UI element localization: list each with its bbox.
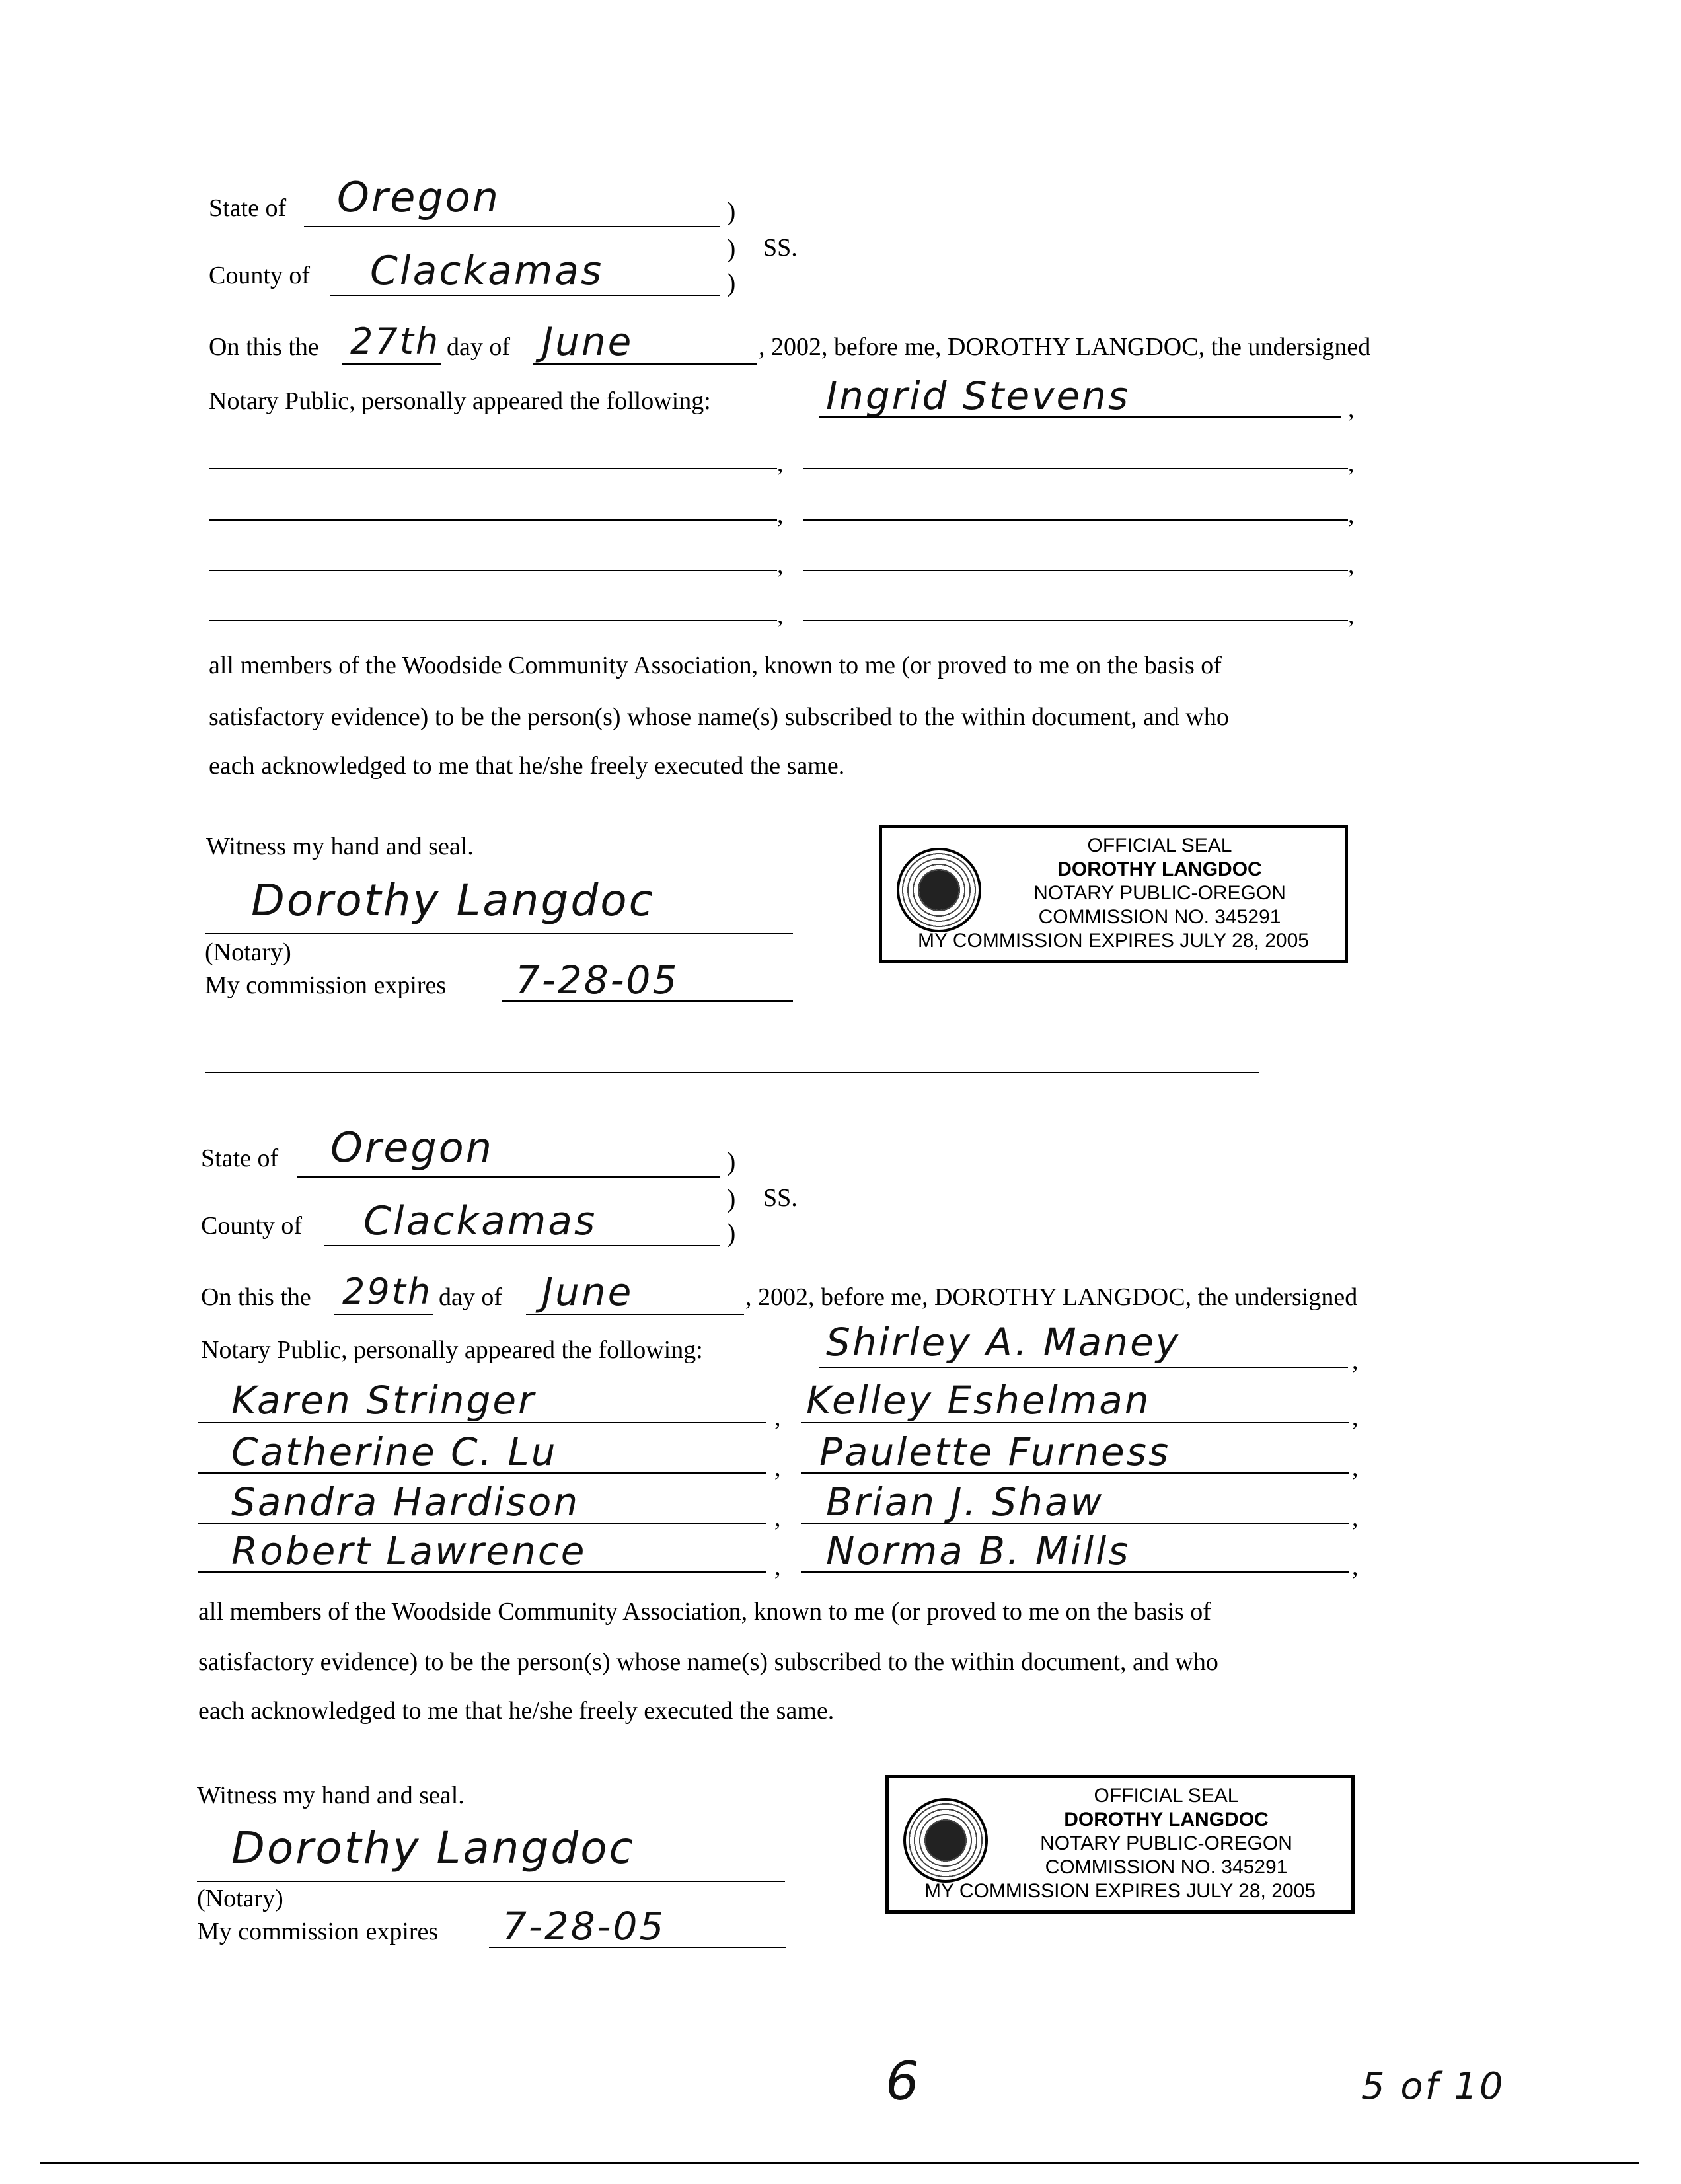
on-this-label: On this the: [201, 1283, 311, 1311]
year-phrase: , 2002, before me, DOROTHY LANGDOC, the undersigned: [745, 1283, 1358, 1311]
signer-name-right: Paulette Furness: [819, 1429, 1171, 1474]
on-this-label: On this the: [209, 333, 319, 361]
expires-value: 7-28-05: [515, 958, 679, 1002]
signer-name-left: Catherine C. Lu: [231, 1429, 558, 1474]
notary-label: (Notary): [197, 1885, 283, 1912]
ss-label: SS.: [763, 1184, 798, 1212]
notary-signature: Dorothy Langdoc: [231, 1823, 635, 1873]
sheet-mark: 5 of 10: [1361, 2065, 1505, 2108]
day-value: 29th: [342, 1271, 433, 1312]
state-value: Oregon: [337, 173, 501, 221]
signer-name-right: Norma B. Mills: [826, 1528, 1131, 1573]
members-line-3: each acknowledged to me that he/she freely executed the same.: [198, 1697, 835, 1725]
expires-label: My commission expires: [197, 1918, 439, 1945]
signer-name-right: Brian J. Shaw: [826, 1480, 1104, 1525]
notary-signature: Dorothy Langdoc: [251, 875, 655, 926]
bottom-rule: [40, 2162, 1639, 2164]
signer-name-left: Sandra Hardison: [231, 1480, 580, 1525]
month-value: June: [542, 319, 634, 364]
state-seal-icon: [897, 848, 981, 932]
day-of-label: day of: [439, 1283, 503, 1311]
state-value: Oregon: [330, 1123, 494, 1172]
state-label: State of: [209, 194, 287, 222]
state-label: State of: [201, 1145, 279, 1172]
appeared-label: Notary Public, personally appeared the following:: [209, 387, 711, 415]
expires-label: My commission expires: [205, 971, 447, 999]
ss-label: SS.: [763, 234, 798, 262]
appeared-label: Notary Public, personally appeared the following:: [201, 1336, 703, 1364]
signer-name-left: Robert Lawrence: [231, 1528, 587, 1573]
official-seal-stamp: OFFICIAL SEAL DOROTHY LANGDOC NOTARY PUBLIC-OREGON COMMISSION NO. 345291 MY COMMISSION EXPIRES JULY 28, 2005: [885, 1775, 1355, 1914]
members-line-2: satisfactory evidence) to be the person(s) whose name(s) subscribed to the within document, and who: [198, 1648, 1218, 1676]
county-label: County of: [209, 262, 311, 289]
members-line-1: all members of the Woodside Community Association, known to me (or proved to me on the basis of: [209, 652, 1222, 679]
county-value: Clackamas: [363, 1198, 597, 1244]
members-line-3: each acknowledged to me that he/she freely executed the same.: [209, 752, 845, 780]
county-value: Clackamas: [370, 248, 604, 294]
members-line-2: satisfactory evidence) to be the person(s) whose name(s) subscribed to the within document, and who: [209, 703, 1229, 731]
county-label: County of: [201, 1212, 303, 1240]
signer-name-left: Karen Stringer: [231, 1378, 536, 1423]
official-seal-stamp: OFFICIAL SEAL DOROTHY LANGDOC NOTARY PUBLIC-OREGON COMMISSION NO. 345291 MY COMMISSION EXPIRES JULY 28, 2005: [879, 825, 1348, 963]
month-value: June: [542, 1269, 634, 1314]
appeared-name: Ingrid Stevens: [826, 373, 1131, 418]
notary-label: (Notary): [205, 938, 291, 966]
year-phrase: , 2002, before me, DOROTHY LANGDOC, the undersigned: [759, 333, 1371, 361]
appeared-name: Shirley A. Maney: [826, 1320, 1181, 1365]
day-value: 27th: [350, 320, 441, 362]
witness-label: Witness my hand and seal.: [206, 833, 474, 860]
signer-name-right: Kelley Eshelman: [806, 1378, 1151, 1423]
page-mark: 6: [885, 2051, 921, 2112]
day-of-label: day of: [447, 333, 511, 361]
section-divider: [205, 1072, 1259, 1073]
expires-value: 7-28-05: [502, 1904, 666, 1949]
state-seal-icon: [903, 1798, 988, 1883]
witness-label: Witness my hand and seal.: [197, 1782, 465, 1809]
members-line-1: all members of the Woodside Community Association, known to me (or proved to me on the basis of: [198, 1598, 1211, 1626]
